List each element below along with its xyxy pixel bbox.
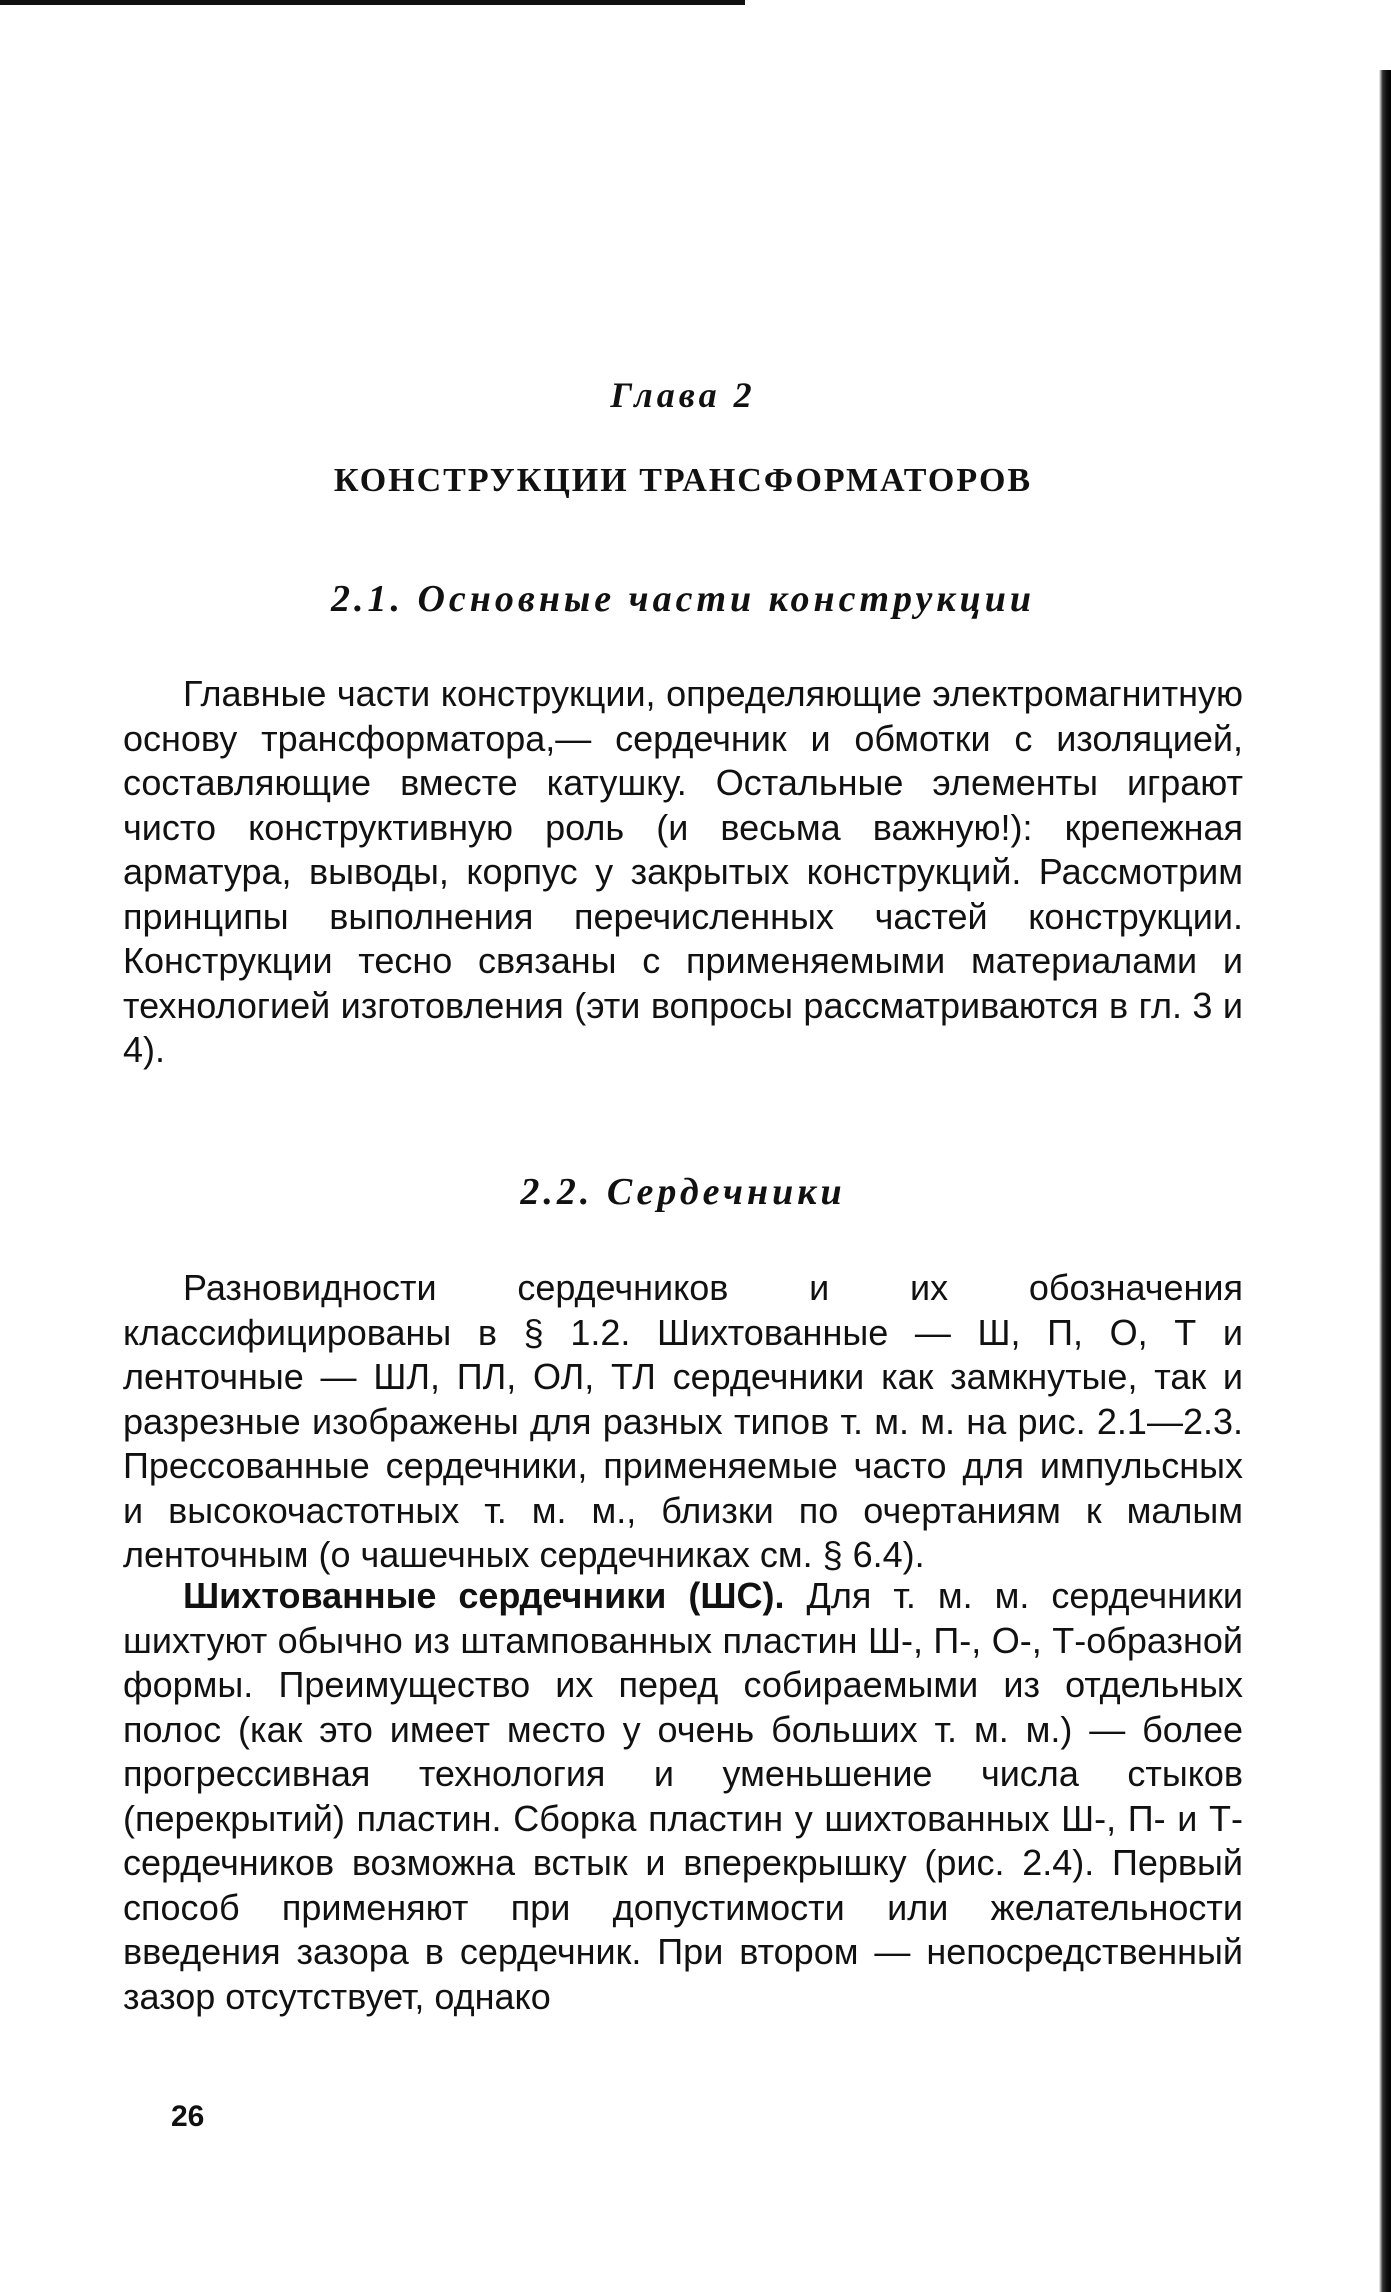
paragraph-core-types: Разновидности сердечников и их обозначения классифицированы в § 1.2. Шихтованные — Ш, П, О, Т и ленточные — ШЛ, ПЛ, ОЛ, ТЛ сердечники как замкнутые, так и разрезные изображены для разных типов т. м. м. на рис. 2.1—2.3. Прессованные сердечники, применяемые часто для импульсных и высокочастотных т. м. м., близки по очертаниям к малым ленточным (о чашечных сердечниках см. § 6.4). xyxy=(123,1267,1243,1575)
section-heading-2-2: 2.2. Сердечники xyxy=(520,1171,846,1213)
paragraph-laminated-cores-text: Для т. м. м. сердечники шихтуют обычно из штампованных пластин Ш-, П-, О-, Т-образной формы. Преимущество их перед собираемыми из отдельных полос (как это имеет место у очень больших т. м. м.) — более прогрессивная технология и уменьшение числа стыков (перекрытий) пластин. Сборка пластин у шихтованных Ш-, П- и Т-сердечников возможна встык и вперекрышку (рис. 2.4). Первый способ применяют при допустимости или желательности введения зазора в сердечник. При втором — непосредственный зазор отсутствует, однако xyxy=(123,1575,1243,2017)
paragraph-laminated-cores xyxy=(123,1574,1243,2019)
chapter-label: Глава 2 xyxy=(610,375,756,415)
page-edge-shadow xyxy=(1379,70,1391,2292)
run-in-heading: Шихтованные сердечники (ШС). xyxy=(183,1575,785,1616)
top-rule xyxy=(0,0,745,5)
chapter-title: КОНСТРУКЦИИ ТРАНСФОРМАТОРОВ xyxy=(333,462,1033,499)
section-heading-2-1: 2.1. Основные части конструкции xyxy=(330,578,1036,620)
page-number: 26 xyxy=(171,2100,205,2133)
paragraph-main-parts: Главные части конструкции, определяющие электромагнитную основу трансформатора,— сердечник и обмотки с изоляцией, составляющие вместе катушку. Остальные элементы играют чисто конструктивную роль (и весьма важную!): крепежная арматура, выводы, корпус у закрытых конструкций. Рассмотрим принципы выполнения перечисленных частей конструкции. Конструкции тесно связаны с применяемыми материалами и технологией изготовления (эти вопросы рассматриваются в гл. 3 и 4). xyxy=(123,673,1243,1070)
